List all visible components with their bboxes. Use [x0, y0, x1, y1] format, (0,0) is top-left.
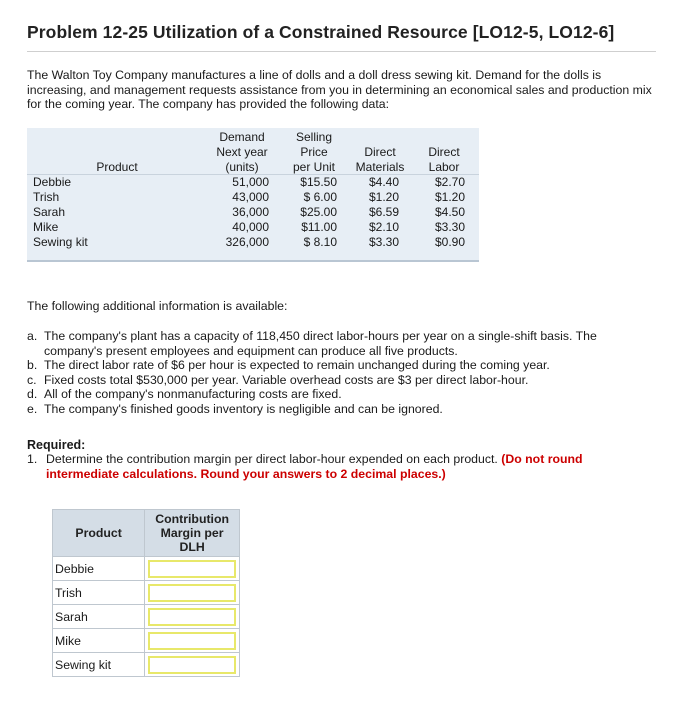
row-materials: $2.10	[368, 220, 399, 234]
header-labor-line1: Direct	[428, 145, 460, 159]
row-product: Debbie	[33, 175, 72, 189]
answer-input-debbie[interactable]	[148, 560, 236, 578]
header-materials-line1: Direct	[364, 145, 396, 159]
header-labor-line2: Labor	[428, 160, 460, 174]
list-marker: d.	[27, 387, 38, 402]
answer-row-label: Debbie	[53, 557, 145, 581]
row-price: $15.50	[300, 175, 337, 189]
table-row	[53, 581, 240, 605]
answer-header-cm-line1: Contribution	[155, 512, 229, 526]
row-product: Sarah	[33, 205, 66, 219]
intro-paragraph: The Walton Toy Company manufactures a line of dolls and a doll dress sewing kit. Demand for the dolls is increasing, and management requests assistance from you in determining an economical sales and production mix for the coming year. The company has provided the following data:	[27, 68, 652, 111]
answer-input-mike[interactable]	[148, 632, 236, 650]
answer-row-label: Sewing kit	[53, 653, 145, 677]
row-labor: $1.20	[434, 190, 465, 204]
answer-header-cm	[145, 510, 240, 557]
problem-title: Problem 12-25 Utilization of a Constrained Resource [LO12-5, LO12-6]	[27, 22, 615, 42]
row-materials: $3.30	[368, 235, 399, 249]
required-heading: Required:	[27, 438, 86, 452]
title-divider	[27, 51, 656, 52]
list-text: The company's plant has a capacity of 118,450 direct labor-hours per year on a single-shift basis. The company's present employees and equipment can produce all five products.	[44, 329, 597, 358]
table-row	[53, 605, 240, 629]
answer-row-label: Mike	[53, 629, 145, 653]
list-marker: e.	[27, 401, 38, 416]
row-labor: $2.70	[434, 175, 465, 189]
product-data-table	[27, 128, 479, 262]
row-demand: 51,000	[232, 175, 269, 189]
header-demand-line2: Next year	[216, 145, 268, 159]
answer-row-label: Sarah	[53, 605, 145, 629]
row-demand: 36,000	[232, 205, 269, 219]
list-text: The direct labor rate of $6 per hour is expected to remain unchanged during the coming year.	[44, 358, 550, 373]
answer-table	[52, 509, 240, 677]
answer-header-product: Product	[53, 510, 145, 557]
row-labor: $0.90	[434, 235, 465, 249]
header-demand-line3: (units)	[225, 160, 259, 174]
list-item	[27, 387, 647, 402]
header-product: Product	[96, 160, 138, 174]
additional-info-heading: The following additional information is available:	[27, 299, 288, 313]
row-product: Sewing kit	[33, 235, 88, 249]
row-product: Mike	[33, 220, 59, 234]
row-materials: $1.20	[368, 190, 399, 204]
row-demand: 326,000	[225, 235, 269, 249]
row-product: Trish	[33, 190, 60, 204]
answer-row-label: Trish	[53, 581, 145, 605]
answer-header-cm-line2: Margin per	[160, 526, 224, 540]
question-number: 1.	[27, 452, 38, 466]
answer-header-cm-line3: DLH	[179, 540, 205, 554]
header-price-line3: per Unit	[292, 160, 336, 174]
table-row	[53, 557, 240, 581]
answer-input-sarah[interactable]	[148, 608, 236, 626]
answer-input-trish[interactable]	[148, 584, 236, 602]
list-text: The company's finished goods inventory is negligible and can be ignored.	[44, 401, 443, 416]
list-item	[27, 373, 647, 388]
list-marker: b.	[27, 358, 38, 373]
row-labor: $3.30	[434, 220, 465, 234]
list-item	[27, 402, 647, 417]
row-price: $ 6.00	[303, 190, 337, 204]
row-price: $ 8.10	[303, 235, 337, 249]
header-materials-line2: Materials	[355, 160, 405, 174]
header-price-line2: Price	[300, 145, 328, 159]
list-marker: c.	[27, 372, 37, 387]
list-marker: a.	[27, 329, 38, 343]
list-item	[27, 358, 647, 373]
row-demand: 43,000	[232, 190, 269, 204]
row-price: $11.00	[301, 220, 337, 234]
question-text: Determine the contribution margin per direct labor-hour expended on each product.	[46, 452, 498, 466]
table-row	[53, 653, 240, 677]
header-price-line1: Selling	[295, 130, 333, 144]
list-text: Fixed costs total $530,000 per year. Variable overhead costs are $3 per direct labor-hour.	[44, 372, 529, 387]
header-demand-line1: Demand	[219, 130, 265, 144]
required-question	[27, 452, 627, 481]
row-demand: 40,000	[232, 220, 269, 234]
rounding-instruction: (Do not round intermediate calculations. Round your answers to 2 decimal places.)	[46, 452, 583, 481]
row-price: $25.00	[300, 205, 337, 219]
table-row	[53, 629, 240, 653]
row-materials: $4.40	[368, 175, 399, 189]
list-text: All of the company's nonmanufacturing costs are fixed.	[44, 387, 342, 402]
answer-input-sewing-kit[interactable]	[148, 656, 236, 674]
row-materials: $6.59	[368, 205, 399, 219]
row-labor: $4.50	[434, 205, 465, 219]
additional-info-list	[27, 329, 647, 417]
list-item	[27, 329, 647, 358]
